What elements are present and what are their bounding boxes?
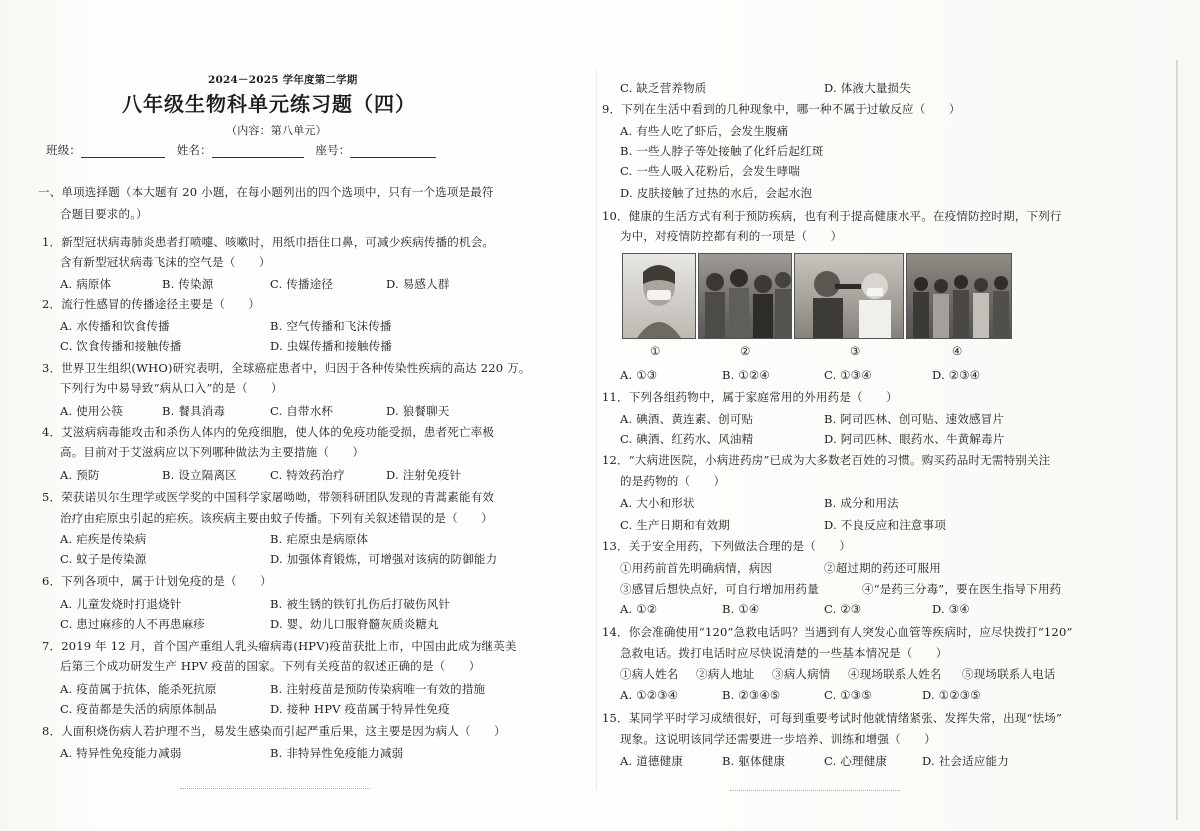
- question-text: 12．“大病进医院，小病进药房”已成为大多数老百姓的习惯。购买药品时无需特别关注: [602, 453, 1051, 467]
- statement-1: ①病人姓名: [620, 667, 679, 681]
- option-a[interactable]: A. 碘酒、黄连素、创可贴: [620, 412, 754, 426]
- option-d[interactable]: D. 皮肤接触了过热的水后，会起水泡: [620, 186, 813, 200]
- question-text: 9．下列在生活中看到的几种现象中，哪一种不属于过敏反应（ ）: [602, 102, 961, 116]
- question-text: 11．下列各组药物中，属于家庭常用的外用药是（ ）: [602, 390, 898, 404]
- statement-4: ④现场联系人姓名: [848, 667, 942, 681]
- option-a[interactable]: A. 预防: [60, 468, 100, 482]
- option-d[interactable]: D. 阿司匹林、眼药水、牛黄解毒片: [824, 432, 1005, 446]
- option-c[interactable]: C. ①③⑤: [824, 688, 872, 702]
- option-d[interactable]: D. 加强体育锻炼，可增强对该病的防御能力: [270, 552, 498, 566]
- section-instruction: 一、单项选择题（本大题有 20 小题，在每小题列出的四个选项中，只有一个选项是最符: [38, 185, 494, 199]
- statement-2: ②病人地址: [696, 667, 755, 681]
- question-text: 急救电话。拨打电话时应尽快说清楚的一些基本情况是（ ）: [620, 646, 948, 660]
- option-c[interactable]: C. 患过麻疹的人不再患麻疹: [60, 617, 205, 631]
- question-text: 现象。这说明该同学还需要进一步培养、训练和增强（ ）: [620, 732, 936, 746]
- option-d[interactable]: D. 注射免疫针: [386, 468, 462, 482]
- option-d[interactable]: D. 不良反应和注意事项: [824, 518, 947, 532]
- option-b[interactable]: B. 注射疫苗是预防传染病唯一有效的措施: [270, 682, 486, 696]
- option-b[interactable]: B. 非特异性免疫能力减弱: [270, 746, 404, 760]
- question-text: 3．世界卫生组织(WHO)研究表明，全球癌症患者中，归因于各种传染性疾病的高达 220 万。: [42, 361, 531, 375]
- photo-caption-4: ④: [952, 344, 963, 358]
- photo-temperature-check: [794, 253, 904, 339]
- option-a[interactable]: A. 病原体: [60, 277, 112, 291]
- question-text: 10．健康的生活方式有利于预防疾病，也有利于提高健康水平。在疫情防控时期，下列行: [602, 209, 1062, 223]
- seat-blank[interactable]: [350, 145, 436, 158]
- option-a[interactable]: A. 使用公筷: [60, 404, 124, 418]
- option-b[interactable]: B. 成分和用法: [824, 496, 899, 510]
- option-b[interactable]: B. 阿司匹林、创可贴、速效感冒片: [824, 412, 1005, 426]
- photo-caption-2: ②: [740, 344, 751, 358]
- option-d[interactable]: D. 易感人群: [386, 277, 450, 291]
- photo-crowd: [698, 253, 792, 339]
- option-d[interactable]: D. ③④: [932, 602, 970, 616]
- option-b[interactable]: B. 被生锈的铁钉扎伤后打破伤风针: [270, 597, 451, 611]
- class-label: 班级：: [46, 143, 82, 157]
- photo-caption-3: ③: [850, 344, 861, 358]
- class-blank[interactable]: [81, 145, 165, 158]
- statement-3: ③感冒后想快点好，可自行增加用药量: [620, 582, 819, 596]
- question-text: 含有新型冠状病毒飞沫的空气是（ ）: [60, 255, 271, 269]
- option-a[interactable]: A. 水传播和饮食传播: [60, 319, 170, 333]
- option-c[interactable]: C. 心理健康: [824, 754, 888, 768]
- name-label: 姓名：: [176, 143, 212, 157]
- question-text: 6．下列各项中，属于计划免疫的是（ ）: [42, 574, 272, 588]
- option-a[interactable]: A. 大小和形状: [620, 496, 695, 510]
- option-a[interactable]: A. ①②: [620, 602, 658, 616]
- page-title: 八年级生物科单元练习题（四）: [122, 92, 416, 116]
- option-c[interactable]: C. 特效药治疗: [270, 468, 345, 482]
- option-a[interactable]: A. ①②③④: [620, 688, 679, 702]
- option-d[interactable]: D. 婴、幼儿口服脊髓灰质炎糖丸: [270, 617, 439, 631]
- question-text: 后第三个成功研发生产 HPV 疫苗的国家。下列有关疫苗的叙述正确的是（ ）: [60, 659, 481, 673]
- question-text: 高。目前对于艾滋病应以下列哪种做法为主要措施（ ）: [60, 445, 365, 459]
- option-b[interactable]: B. 躯体健康: [722, 754, 786, 768]
- option-a[interactable]: A. 特异性免疫能力减弱: [60, 746, 182, 760]
- option-c[interactable]: C. 疫苗都是失活的病原体制品: [60, 702, 217, 716]
- question-text: 14．你会准确使用“120”急救电话吗？当遇到有人突发心血管等疾病时，应尽快拨打“120”: [602, 625, 1073, 639]
- question-text: 8．人面积烧伤病人若护理不当，易发生感染而引起严重后果，这主要是因为病人（ ）: [42, 724, 506, 738]
- statement-5: ⑤现场联系人电话: [962, 667, 1056, 681]
- question-text: 为中，对疫情防控都有利的一项是（ ）: [620, 229, 843, 243]
- option-a[interactable]: A. 疫苗属于抗体，能杀死抗原: [60, 682, 217, 696]
- page-fold: [596, 70, 597, 790]
- option-d[interactable]: D. 接种 HPV 疫苗属于特异性免疫: [270, 702, 450, 716]
- option-a[interactable]: A. 儿童发烧时打退烧针: [60, 597, 182, 611]
- question-text: 15．某同学平时学习成绩很好，可每到重要考试时他就情绪紧张、发挥失常，出现“怯场”: [602, 711, 1063, 725]
- option-c[interactable]: C. ②③: [824, 602, 862, 616]
- option-d[interactable]: D. ②③④: [932, 368, 981, 382]
- question-text: 下列行为中易导致“病从口入”的是（ ）: [60, 381, 283, 395]
- statement-1: ①用药前首先明确病情，病因: [620, 561, 773, 575]
- photo-3-illustration: [795, 254, 903, 338]
- option-b[interactable]: B. 空气传播和飞沫传播: [270, 319, 392, 333]
- option-b[interactable]: B. 疟原虫是病原体: [270, 532, 369, 546]
- photo-1-illustration: [623, 254, 695, 338]
- option-c[interactable]: C. 缺乏营养物质: [620, 81, 707, 95]
- option-d[interactable]: D. 体液大量损失: [824, 81, 911, 95]
- option-b[interactable]: B. 一些人脖子等处接触了化纤后起红斑: [620, 144, 824, 158]
- option-c[interactable]: C. 自带水杯: [270, 404, 334, 418]
- content-scope: （内容：第八单元）: [226, 124, 327, 137]
- photo-queue: [906, 253, 1012, 339]
- photo-2-illustration: [699, 254, 791, 338]
- question-text: 4．艾滋病病毒能攻击和杀伤人体内的免疫细胞，使人体的免疫功能受损，患者死亡率极: [42, 425, 495, 439]
- name-blank[interactable]: [212, 145, 304, 158]
- option-c[interactable]: C. ①③④: [824, 368, 872, 382]
- option-c[interactable]: C. 饮食传播和接触传播: [60, 339, 182, 353]
- option-a[interactable]: A. ①③: [620, 368, 658, 382]
- semester-label: 2024－2025 学年度第二学期: [208, 74, 358, 86]
- left-footer: [180, 782, 370, 789]
- question-text: 的是药物的（ ）: [620, 474, 726, 488]
- option-b[interactable]: B. 传染源: [162, 277, 214, 291]
- option-c[interactable]: C. 碘酒、红药水、风油精: [620, 432, 754, 446]
- option-b[interactable]: B. 餐具消毒: [162, 404, 226, 418]
- option-b[interactable]: B. ①④: [722, 602, 760, 616]
- seat-label: 座号：: [315, 143, 351, 157]
- option-b[interactable]: B. ②③④⑤: [722, 688, 781, 702]
- paper-edge: [1176, 60, 1178, 820]
- option-c[interactable]: C. 传播途径: [270, 277, 334, 291]
- option-c[interactable]: C. 蚊子是传染源: [60, 552, 147, 566]
- question-text: 2．流行性感冒的传播途径主要是（ ）: [42, 297, 261, 311]
- option-a[interactable]: A. 有些人吃了虾后，会发生腹痛: [620, 124, 789, 138]
- student-info-row: [46, 142, 436, 158]
- option-a[interactable]: A. 道德健康: [620, 754, 684, 768]
- statement-3: ③病人病情: [772, 667, 831, 681]
- question-text: 13．关于安全用药，下列做法合理的是（ ）: [602, 539, 852, 553]
- option-c[interactable]: C. 一些人吸入花粉后，会发生哮喘: [620, 164, 801, 178]
- statement-4: ④“是药三分毒”，要在医生指导下用药: [862, 582, 1062, 596]
- photo-caption-1: ①: [650, 344, 661, 358]
- option-b[interactable]: B. 设立隔离区: [162, 468, 237, 482]
- option-b[interactable]: B. ①②④: [722, 368, 770, 382]
- statement-2: ②超过期的药还可服用: [824, 561, 941, 575]
- photo-4-illustration: [907, 254, 1011, 338]
- question-text: 1．新型冠状病毒肺炎患者打喷嚏、咳嗽时，用纸巾捂住口鼻，可减少疾病传播的机会。: [42, 235, 495, 249]
- option-c[interactable]: C. 生产日期和有效期: [620, 518, 730, 532]
- option-a[interactable]: A. 疟疾是传染病: [60, 532, 147, 546]
- option-d[interactable]: D. ①②③⑤: [922, 688, 981, 702]
- option-d[interactable]: D. 社会适应能力: [922, 754, 1009, 768]
- right-footer: [730, 784, 900, 791]
- question-text: 治疗由疟原虫引起的疟疾。该疾病主要由蚊子传播。下列有关叙述错误的是（ ）: [60, 511, 493, 525]
- question-text: 7．2019 年 12 月，首个国产重组人乳头瘤病毒(HPV)疫苗获批上市，中国由此成为继英美: [42, 639, 517, 653]
- section-instruction-cont: 合题目要求的。）: [60, 207, 148, 221]
- option-d[interactable]: D. 狼餐聊天: [386, 404, 450, 418]
- photo-mask-woman: [622, 253, 696, 339]
- question-text: 5．荣获诺贝尔生理学或医学奖的中国科学家屠呦呦，带领科研团队发现的青蒿素能有效: [42, 490, 495, 504]
- option-d[interactable]: D. 虫媒传播和接触传播: [270, 339, 393, 353]
